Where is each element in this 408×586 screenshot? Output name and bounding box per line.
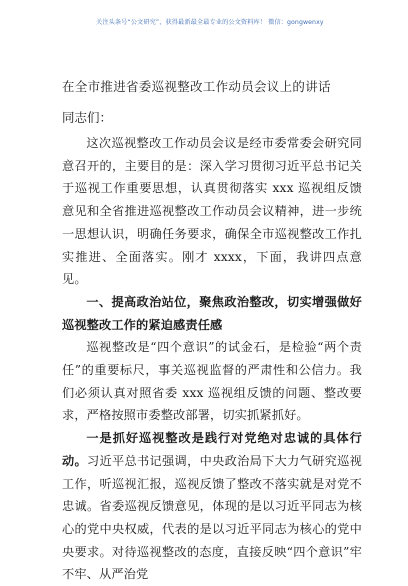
subpoint-text: 习近平总书记强调，中央政治局下大力气研究巡视工作，听巡视汇报，巡视反馈了整改不落实就是对党不忠诚。省委巡视反馈意见，体现的是以习近平同志为核心的党中央权威，代表的是以习近平同志为核心的党中央要求。对待巡视整改的态度，直接反映“四个意识”牢不牢、从严治党 (62, 453, 362, 582)
section-1-heading: 一、提高政治站位，聚焦政治整改，切实增强做好巡视整改工作的紧迫感责任感 (62, 294, 362, 332)
salutation: 同志们： (62, 110, 113, 125)
subpoint-lead: 一是抓好巡视整改是践行对党绝对忠诚的具体行动。 (62, 431, 362, 468)
promo-banner: 关注头条号“公文研究”，获得最新最全最专业的公文资料库！ 微信：gongwenxy (96, 19, 324, 26)
document-body (62, 132, 362, 586)
document-title: 在全市推进省委巡视整改工作动员会议上的讲话 (62, 79, 331, 94)
intro-paragraph: 这次巡视整改工作动员会议是经市委常委会研究同意召开的，主要目的是：深入学习贯彻习近平总书记关于巡视工作重要思想，认真贯彻落实 xxx 巡视组反馈意见和全省推进巡视整改工作动员会议精神，进一步统一思想认识，明确任务要求，确保全市巡视整改工作扎实推进、全面落实。刚才 xxxx，下面，我讲四点意见。 (62, 136, 362, 287)
section-1-paragraph: 巡视整改是“四个意识”的试金石，是检验“两个责任”的重要标尺，事关巡视监督的严肃性和公信力。我们必须认真对照省委 xxx 巡视组反馈的问题、整改要求，严格按照市委整改部署，切实抓紧抓好。 (62, 340, 362, 423)
section-1-subpoint (62, 427, 362, 586)
